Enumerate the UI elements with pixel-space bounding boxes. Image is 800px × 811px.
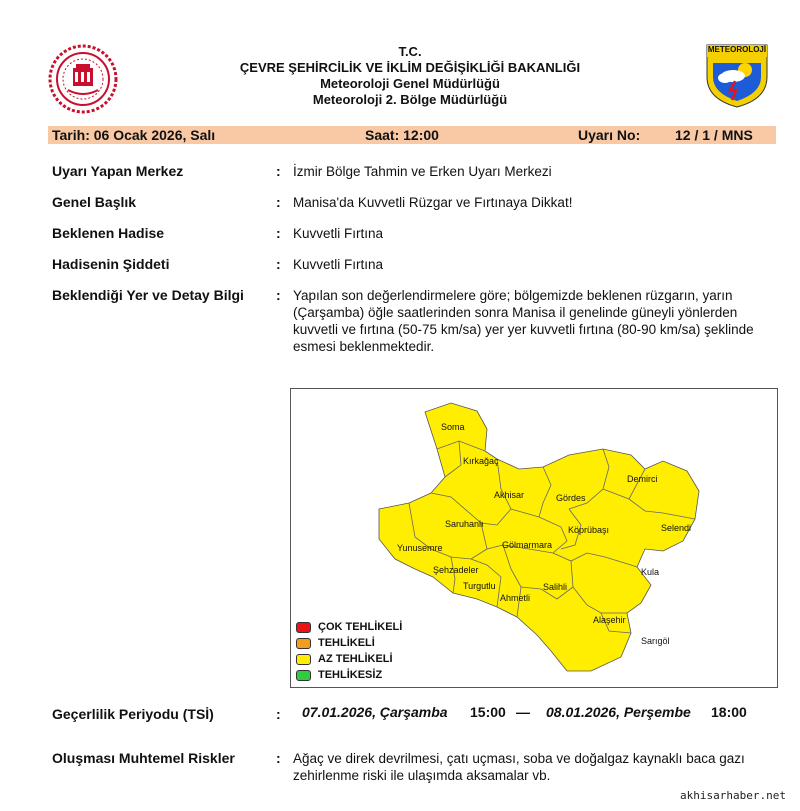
district-label-saruhanli: Saruhanlı — [445, 519, 484, 529]
row-label-detail: Beklendiği Yer ve Detay Bilgi — [52, 287, 244, 303]
legend-item-very-dangerous — [296, 621, 402, 633]
legend-item-dangerous — [296, 637, 375, 649]
warning-date: Tarih: 06 Ocak 2026, Salı — [52, 127, 216, 143]
district-label-demirci: Demirci — [627, 474, 658, 484]
meteoroloji-logo-text: METEOROLOJİ — [707, 45, 767, 54]
period-end-date — [546, 704, 691, 720]
period-start-date — [302, 704, 448, 720]
district-label-akhisar: Akhisar — [494, 490, 525, 500]
row-label-expected-event: Beklenen Hadise — [52, 225, 165, 241]
row-colon: : — [276, 750, 281, 766]
district-label-alasehir: Alaşehir — [593, 615, 626, 625]
row-label-title: Genel Başlık — [52, 194, 137, 210]
header-regional-directorate: Meteoroloji 2. Bölge Müdürlüğü — [312, 92, 508, 107]
row-label-center: Uyarı Yapan Merkez — [52, 163, 184, 179]
row-colon: : — [276, 163, 281, 179]
period-label: Geçerlilik Periyodu (TSİ) — [52, 706, 214, 722]
row-colon: : — [276, 287, 281, 303]
district-label-soma: Soma — [441, 422, 465, 432]
meteoroloji-logo — [705, 43, 769, 109]
district-label-kula: Kula — [641, 567, 660, 577]
district-label-yunusemre: Yunusemre — [397, 543, 443, 553]
district-label-koprubasi: Köprübaşı — [568, 525, 610, 535]
period-dash: — — [516, 704, 530, 720]
period-start-date-text: 07.01.2026, Çarşamba — [302, 704, 448, 720]
row-colon: : — [276, 194, 281, 210]
district-label-sehzadeler: Şehzadeler — [433, 565, 479, 575]
district-map — [290, 388, 778, 688]
legend-item-less-dangerous — [296, 653, 393, 665]
row-colon: : — [276, 706, 281, 722]
row-value-expected-event: Kuvvetli Fırtına — [293, 226, 384, 241]
district-label-sarigol: Sarıgöl — [641, 636, 670, 646]
legend-swatch-red — [296, 622, 311, 633]
row-value-detail: Yapılan son değerlendirmelere göre; bölgemizde beklenen rüzgarın, yarın (Çarşamba) öğle saatlerinden sonra Manisa il genelinde güneyli yönlerden kuvvetli ve fırtına (50-75 km/sa) yer yer kuvvetli fırtına (80-90 km/sa) şeklinde esmesi beklenmektedir. — [293, 288, 754, 354]
warning-number: 12 / 1 / MNS — [675, 127, 753, 143]
district-label-turgutlu: Turgutlu — [463, 581, 496, 591]
legend-swatch-yellow — [296, 654, 311, 665]
risks-value: Ağaç ve direk devrilmesi, çatı uçması, soba ve doğalgaz kaynaklı baca gazı zehirlenme riski ile ulaşımda aksamalar vb. — [293, 751, 745, 783]
risks-label: Oluşması Muhtemel Riskler — [52, 750, 235, 766]
document-header — [200, 44, 620, 108]
district-label-salihli: Salihli — [543, 582, 568, 592]
header-general-directorate: Meteoroloji Genel Müdürlüğü — [320, 76, 500, 91]
legend-item-safe — [296, 669, 382, 681]
row-colon: : — [276, 256, 281, 272]
row-value-title: Manisa'da Kuvvetli Rüzgar ve Fırtınaya Dikkat! — [293, 195, 573, 210]
period-end-date-text: 08.01.2026, Perşembe — [546, 704, 691, 720]
district-label-gordes: Gördes — [556, 493, 586, 503]
district-label-golmarmara: Gölmarmara — [502, 540, 553, 550]
row-value-severity: Kuvvetli Fırtına — [293, 257, 384, 272]
legend-label: TEHLİKELİ — [318, 637, 375, 649]
header-ministry: ÇEVRE ŞEHİRCİLİK VE İKLİM DEĞİŞİKLİĞİ BAKANLIĞI — [239, 60, 581, 75]
header-line-tc: T.C. — [398, 44, 422, 59]
legend-label: AZ TEHLİKELİ — [318, 653, 393, 665]
legend-swatch-orange — [296, 638, 311, 649]
row-colon: : — [276, 225, 281, 241]
legend-label: ÇOK TEHLİKELİ — [318, 621, 403, 633]
ministry-seal-logo — [48, 44, 118, 114]
legend-label: TEHLİKESİZ — [318, 669, 383, 681]
period-start-time: 15:00 — [470, 704, 506, 720]
district-label-selendi: Selendi — [661, 523, 692, 533]
row-value-center: İzmir Bölge Tahmin ve Erken Uyarı Merkezi — [293, 164, 552, 179]
info-bar — [48, 126, 776, 144]
district-label-kirkagac: Kırkağaç — [463, 456, 499, 466]
warning-number-label: Uyarı No: — [578, 127, 641, 143]
row-label-severity: Hadisenin Şiddeti — [52, 256, 170, 272]
legend-swatch-green — [296, 670, 311, 681]
period-end-time: 18:00 — [711, 704, 747, 720]
source-watermark: akhisarhaber.net — [676, 787, 790, 804]
warning-time: Saat: 12:00 — [365, 127, 439, 143]
district-label-ahmetli: Ahmetli — [500, 593, 531, 603]
